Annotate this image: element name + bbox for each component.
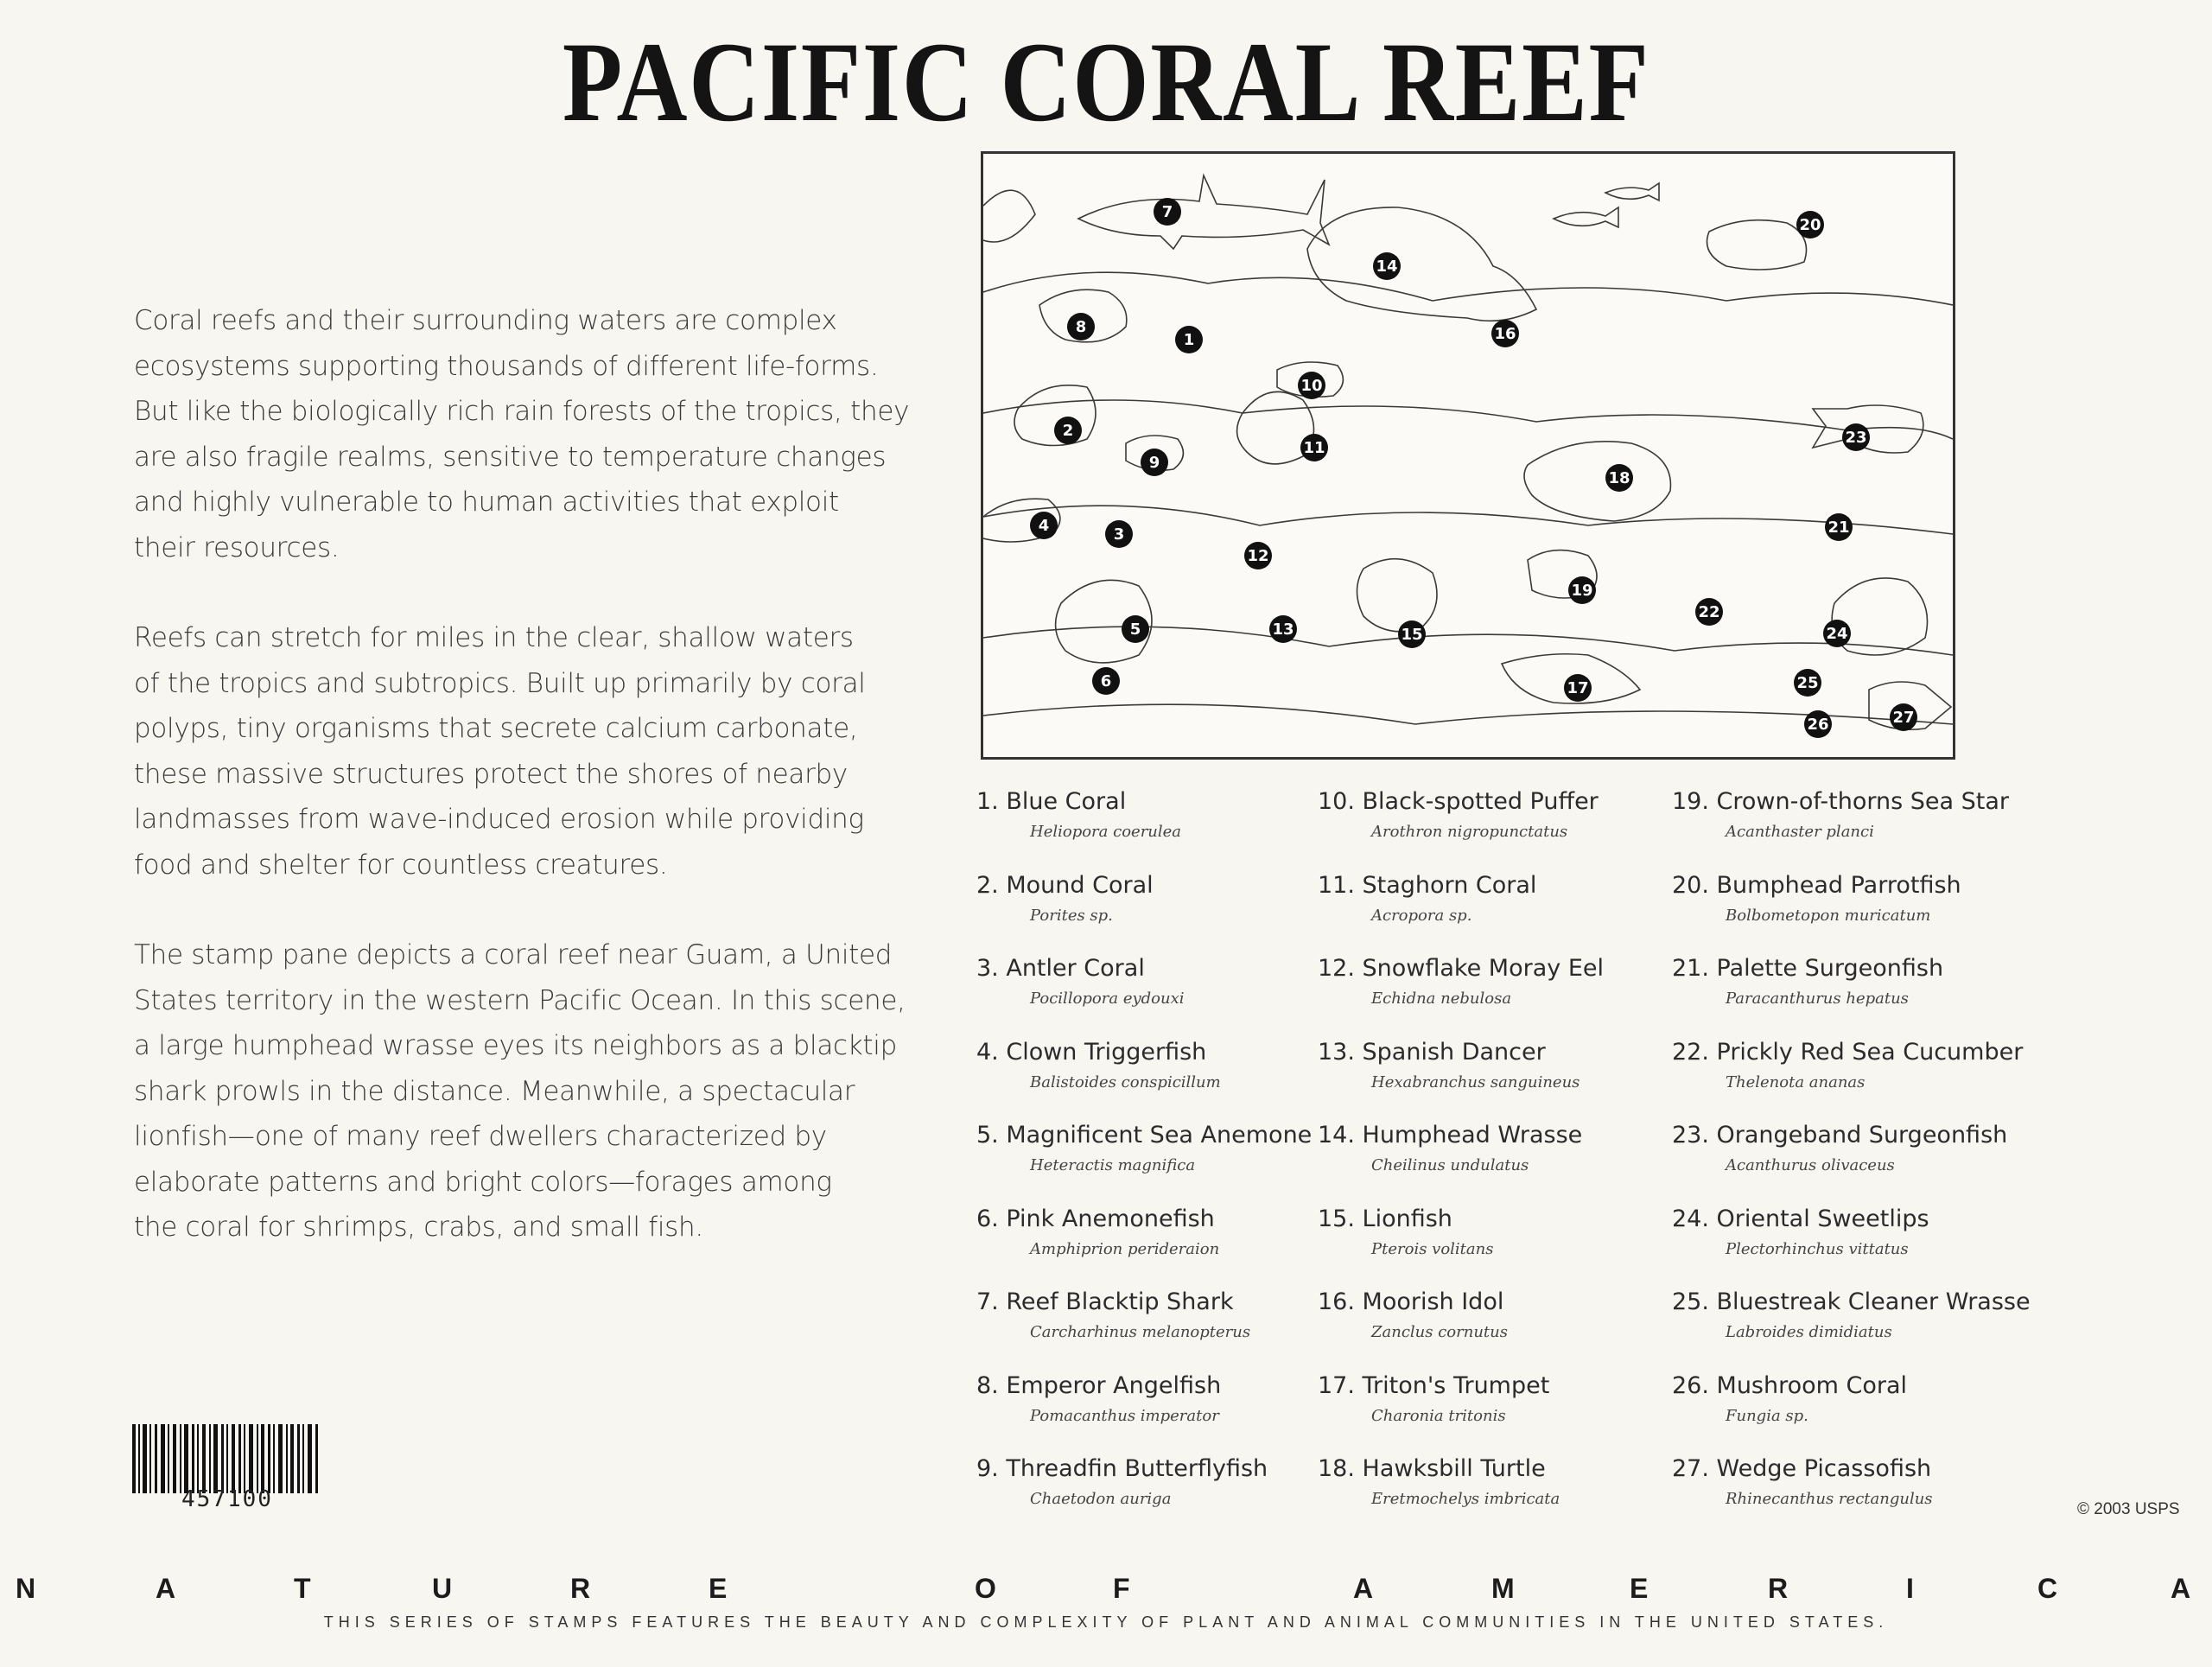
- legend-item: [976, 1122, 1322, 1174]
- legend-item: [976, 1288, 1322, 1341]
- legend-item: [976, 1455, 1322, 1508]
- legend-scientific-name: Fungia sp.: [1726, 1406, 1808, 1425]
- diagram-marker-8: [1067, 313, 1095, 340]
- legend-item: [1672, 1455, 2018, 1508]
- legend-scientific-name: Carcharhinus melanopterus: [1030, 1323, 1251, 1341]
- series-subtitle: THIS SERIES OF STAMPS FEATURES THE BEAUTY AND COMPLEXITY OF PLANT AND ANIMAL COMMUNITIES IN THE UNITED STATES.: [323, 1613, 1889, 1631]
- legend-scientific-name: Porites sp.: [1030, 906, 1113, 925]
- intro-line: shark prowls in the distance. Meanwhile, a spectacular: [134, 1075, 855, 1107]
- legend-scientific-name: Arothron nigropunctatus: [1371, 823, 1568, 841]
- intro-line: ecosystems supporting thousands of different life-forms.: [134, 350, 879, 382]
- diagram-marker-14: [1373, 252, 1401, 280]
- legend-common-name: 12. Snowflake Moray Eel: [1318, 955, 1604, 982]
- legend-scientific-name: Eretmochelys imbricata: [1371, 1490, 1560, 1508]
- diagram-marker-6: [1092, 667, 1120, 695]
- intro-text: [134, 298, 910, 1295]
- legend-item: [976, 872, 1322, 925]
- legend-scientific-name: Pomacanthus imperator: [1030, 1406, 1219, 1425]
- diagram-marker-label: 10: [1300, 377, 1323, 395]
- legend-common-name: 4. Clown Triggerfish: [976, 1038, 1207, 1066]
- intro-line: are also fragile realms, sensitive to temperature changes: [134, 441, 887, 473]
- legend-scientific-name: Labroides dimidiatus: [1726, 1323, 1892, 1341]
- legend-item: [1318, 1455, 1663, 1508]
- legend-item: [1318, 1122, 1663, 1174]
- legend-scientific-name: Pterois volitans: [1371, 1239, 1494, 1258]
- diagram-marker-label: 15: [1401, 626, 1423, 644]
- intro-line: States territory in the western Pacific Ocean. In this scene,: [134, 984, 906, 1016]
- barcode-icon: [132, 1424, 322, 1493]
- diagram-marker-21: [1825, 513, 1853, 541]
- diagram-marker-25: [1794, 669, 1821, 697]
- intro-paragraph: [134, 615, 886, 888]
- diagram-marker-20: [1796, 211, 1824, 239]
- intro-line: The stamp pane depicts a coral reef near Guam, a United: [134, 939, 893, 970]
- diagram-marker-4: [1030, 512, 1058, 539]
- reef-line-drawing: [983, 154, 1953, 757]
- diagram-marker-17: [1564, 674, 1592, 702]
- legend-scientific-name: Chaetodon auriga: [1030, 1490, 1172, 1508]
- diagram-marker-label: 3: [1113, 525, 1125, 544]
- intro-line: landmasses from wave-induced erosion while providing: [134, 804, 864, 835]
- series-letter: U: [432, 1573, 453, 1604]
- series-letter: F: [1113, 1573, 1130, 1604]
- legend-common-name: 25. Bluestreak Cleaner Wrasse: [1672, 1288, 2031, 1315]
- diagram-marker-16: [1491, 320, 1519, 347]
- intro-paragraph: [134, 932, 906, 1250]
- legend-common-name: 16. Moorish Idol: [1318, 1288, 1504, 1315]
- diagram-marker-label: 1: [1183, 331, 1195, 349]
- intro-line: But like the biologically rich rain forests of the tropics, they: [134, 396, 910, 427]
- legend-scientific-name: Heteractis magnifica: [1030, 1156, 1196, 1174]
- diagram-marker-3: [1105, 520, 1133, 548]
- diagram-marker-label: 13: [1272, 620, 1294, 639]
- intro-line: elaborate patterns and bright colors—forages among: [134, 1166, 832, 1198]
- diagram-marker-label: 8: [1075, 318, 1087, 336]
- legend-item: [1318, 788, 1663, 841]
- diagram-marker-label: 27: [1892, 709, 1915, 727]
- diagram-marker-26: [1804, 710, 1832, 738]
- series-letter: R: [570, 1573, 591, 1604]
- legend-common-name: 3. Antler Coral: [976, 955, 1145, 982]
- series-letter: T: [294, 1573, 311, 1604]
- diagram-marker-11: [1300, 434, 1328, 461]
- legend-scientific-name: Rhinecanthus rectangulus: [1726, 1490, 1933, 1508]
- intro-paragraph: [134, 298, 910, 570]
- legend-common-name: 13. Spanish Dancer: [1318, 1038, 1546, 1066]
- diagram-marker-label: 7: [1161, 203, 1173, 221]
- legend-common-name: 24. Oriental Sweetlips: [1672, 1205, 1929, 1232]
- legend-item: [1672, 1206, 2018, 1258]
- legend-item: [1672, 872, 2018, 925]
- intro-line: food and shelter for countless creatures.: [134, 849, 668, 881]
- diagram-marker-9: [1141, 449, 1168, 476]
- intro-line: these massive structures protect the shores of nearby: [134, 758, 848, 790]
- intro-line: Reefs can stretch for miles in the clear, shallow waters: [134, 622, 854, 653]
- intro-line: and highly vulnerable to human activities that exploit: [134, 487, 839, 518]
- legend-scientific-name: Acropora sp.: [1371, 906, 1472, 925]
- diagram-marker-23: [1842, 423, 1870, 451]
- page-title: PACIFIC CORAL REEF: [562, 18, 1650, 145]
- legend-scientific-name: Plectorhinchus vittatus: [1726, 1239, 1909, 1258]
- series-letter: E: [1630, 1573, 1649, 1604]
- diagram-marker-5: [1122, 615, 1149, 643]
- intro-line: of the tropics and subtropics. Built up primarily by coral: [134, 667, 866, 699]
- series-letter: A: [2171, 1573, 2191, 1604]
- intro-line: Coral reefs and their surrounding waters are complex: [134, 305, 837, 336]
- diagram-marker-12: [1244, 542, 1272, 569]
- legend-scientific-name: Amphiprion perideraion: [1030, 1239, 1220, 1258]
- legend-item: [1672, 1372, 2018, 1425]
- diagram-marker-22: [1695, 598, 1723, 626]
- barcode-number: 457100: [181, 1486, 273, 1512]
- series-letter: A: [1353, 1573, 1374, 1604]
- diagram-marker-label: 9: [1148, 454, 1160, 472]
- legend-item: [1672, 1038, 2024, 1091]
- diagram-marker-18: [1605, 464, 1633, 492]
- legend-scientific-name: Paracanthurus hepatus: [1726, 989, 1909, 1008]
- legend-common-name: 6. Pink Anemonefish: [976, 1205, 1215, 1232]
- legend-scientific-name: Heliopora coerulea: [1030, 823, 1182, 841]
- legend-scientific-name: Thelenota ananas: [1726, 1072, 1866, 1091]
- legend-item: [976, 788, 1322, 841]
- intro-line: lionfish—one of many reef dwellers characterized by: [134, 1121, 827, 1152]
- diagram-marker-label: 17: [1567, 679, 1589, 697]
- legend-common-name: 27. Wedge Picassofish: [1672, 1455, 1932, 1482]
- legend-item: [1318, 1206, 1663, 1258]
- legend-common-name: 15. Lionfish: [1318, 1205, 1452, 1232]
- legend-scientific-name: Echidna nebulosa: [1371, 989, 1512, 1008]
- series-letter: O: [975, 1573, 996, 1604]
- diagram-marker-27: [1890, 703, 1917, 731]
- legend-scientific-name: Hexabranchus sanguineus: [1371, 1072, 1580, 1091]
- legend-common-name: 5. Magnificent Sea Anemone: [976, 1122, 1313, 1148]
- diagram-marker-label: 18: [1608, 469, 1630, 487]
- series-letter: R: [1768, 1573, 1789, 1604]
- diagram-marker-label: 20: [1799, 216, 1821, 234]
- legend-common-name: 2. Mound Coral: [976, 871, 1154, 899]
- series-letter: C: [2037, 1573, 2058, 1604]
- species-legend: [976, 788, 2074, 1531]
- diagram-marker-19: [1568, 576, 1596, 604]
- diagram-marker-label: 11: [1303, 439, 1325, 457]
- diagram-marker-label: 14: [1376, 258, 1398, 276]
- legend-common-name: 20. Bumphead Parrotfish: [1672, 871, 1961, 899]
- legend-item: [1672, 1122, 2018, 1174]
- legend-item: [976, 1039, 1322, 1091]
- legend-common-name: 14. Humphead Wrasse: [1318, 1122, 1583, 1148]
- legend-common-name: 9. Threadfin Butterflyfish: [976, 1455, 1268, 1482]
- series-title: [0, 1573, 2212, 1611]
- legend-scientific-name: Pocillopora eydouxi: [1030, 989, 1185, 1008]
- legend-common-name: 11. Staghorn Coral: [1318, 871, 1537, 899]
- legend-scientific-name: Acanthaster planci: [1726, 823, 1874, 841]
- legend-item: [1318, 1288, 1663, 1341]
- legend-item: [976, 1206, 1322, 1258]
- intro-line: polyps, tiny organisms that secrete calcium carbonate,: [134, 713, 858, 744]
- legend-item: [976, 955, 1322, 1008]
- legend-common-name: 19. Crown-of-thorns Sea Star: [1672, 788, 2009, 815]
- series-letter: A: [156, 1573, 176, 1604]
- legend-common-name: 1. Blue Coral: [976, 788, 1127, 815]
- legend-common-name: 7. Reef Blacktip Shark: [976, 1288, 1234, 1315]
- diagram-marker-13: [1269, 615, 1297, 643]
- copyright: © 2003 USPS: [2077, 1500, 2180, 1518]
- legend-item: [976, 1372, 1322, 1425]
- series-letter: N: [16, 1573, 36, 1604]
- legend-common-name: 21. Palette Surgeonfish: [1672, 955, 1944, 982]
- intro-line: the coral for shrimps, crabs, and small fish.: [134, 1212, 703, 1243]
- intro-line: a large humphead wrasse eyes its neighbors as a blacktip: [134, 1030, 897, 1061]
- legend-common-name: 22. Prickly Red Sea Cucumber: [1672, 1038, 2024, 1066]
- reef-key-diagram: [981, 151, 1955, 760]
- legend-item: [1318, 1372, 1663, 1425]
- diagram-marker-label: 16: [1494, 325, 1516, 343]
- legend-scientific-name: Charonia tritonis: [1371, 1406, 1506, 1425]
- diagram-marker-15: [1398, 620, 1426, 648]
- legend-common-name: 26. Mushroom Coral: [1672, 1371, 1908, 1399]
- series-letter: E: [709, 1573, 728, 1604]
- legend-common-name: 18. Hawksbill Turtle: [1318, 1455, 1546, 1482]
- diagram-marker-2: [1054, 417, 1082, 444]
- legend-item: [1318, 872, 1663, 925]
- diagram-marker-label: 22: [1698, 603, 1720, 621]
- legend-scientific-name: Balistoides conspicillum: [1030, 1072, 1221, 1091]
- legend-item: [1672, 788, 2018, 841]
- legend-common-name: 23. Orangeband Surgeonfish: [1672, 1122, 2008, 1148]
- legend-scientific-name: Cheilinus undulatus: [1371, 1156, 1529, 1174]
- series-letter: M: [1491, 1573, 1515, 1604]
- legend-item: [1672, 1288, 2031, 1341]
- series-letter: I: [1906, 1573, 1914, 1604]
- intro-line: their resources.: [134, 531, 340, 563]
- diagram-marker-24: [1823, 620, 1851, 647]
- diagram-marker-label: 19: [1571, 582, 1593, 600]
- diagram-marker-7: [1154, 198, 1181, 226]
- diagram-markers: [1030, 198, 1917, 738]
- diagram-marker-label: 21: [1827, 519, 1850, 537]
- legend-item: [1672, 955, 2018, 1008]
- legend-item: [1318, 1039, 1663, 1091]
- legend-common-name: 10. Black-spotted Puffer: [1318, 788, 1599, 815]
- diagram-marker-label: 2: [1062, 422, 1074, 440]
- legend-scientific-name: Bolbometopon muricatum: [1726, 906, 1931, 925]
- diagram-marker-label: 26: [1807, 716, 1829, 734]
- legend-common-name: 17. Triton's Trumpet: [1318, 1371, 1550, 1399]
- legend-item: [1318, 955, 1663, 1008]
- diagram-marker-label: 4: [1038, 517, 1050, 535]
- diagram-marker-label: 23: [1845, 429, 1867, 447]
- diagram-marker-1: [1175, 326, 1203, 353]
- diagram-marker-label: 25: [1796, 674, 1819, 692]
- diagram-marker-label: 12: [1247, 547, 1269, 565]
- diagram-marker-10: [1298, 372, 1325, 399]
- diagram-marker-label: 6: [1100, 672, 1112, 690]
- legend-scientific-name: Zanclus cornutus: [1371, 1323, 1508, 1341]
- legend-scientific-name: Acanthurus olivaceus: [1726, 1156, 1895, 1174]
- diagram-marker-label: 24: [1826, 625, 1848, 643]
- diagram-marker-label: 5: [1129, 620, 1141, 639]
- legend-common-name: 8. Emperor Angelfish: [976, 1371, 1222, 1399]
